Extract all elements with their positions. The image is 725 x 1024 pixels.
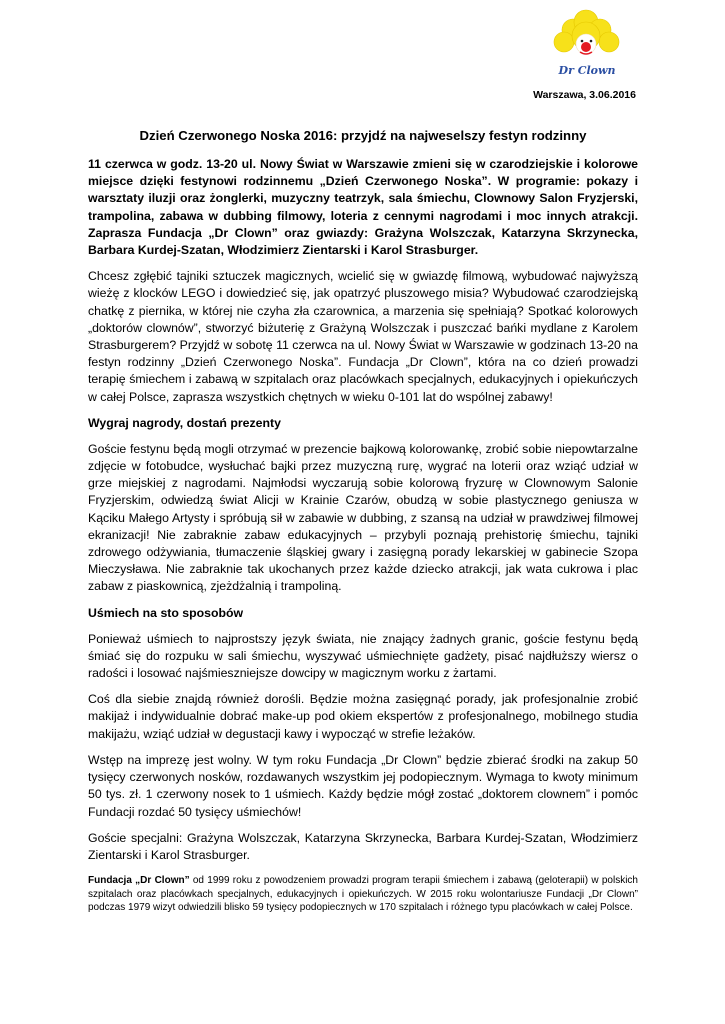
paragraph-invitation: Chcesz zgłębić tajniki sztuczek magicznych, wcielić się w gwiazdę filmową, wybudować najwyższą wieżę z klocków LEGO i dowiedzieć się, jak opatrzyć pluszowego misia? Wybudować czarodziejską chatkę z piernika, w której nie czyha zła czarownica, a marzenia się spełniają? Spotkać kolorowych „doktorów clownów”, stworzyć biżuterię z Grażyną Wolszczak i puszczać bańki mydlane z Karolem Strasburgerem? Przyjdź w sobotę 11 czerwca na ul. Nowy Świat w Warszawie w godzinach 13-20 na festyn rodzinny „Dzień Czerwonego Noska”. Fundacja „Dr Clown”, która na co dzień prowadzi terapię śmiechem i zabawą w szpitalach oraz placówkach specjalnych, edukacyjnych i opiekuńczych w całej Polsce, zaprasza wszystkich chętnych w wieku 0-101 lat do wspólnej zabawy!	[88, 269, 638, 404]
document-title: Dzień Czerwonego Noska 2016: przyjdź na najweselszy festyn rodzinny	[139, 128, 587, 143]
paragraph-adults: Coś dla siebie znajdą również dorośli. Będzie można zasięgnąć porady, jak profesjonalnie zrobić makijaż i indywidualnie dobrać make-up pod okiem ekspertów z profesjonalnego, mobilnego studia makijażu, wziąć udział w degustacji kawy i wypocząć w strefie leżaków.	[88, 692, 638, 741]
clown-face-icon	[546, 8, 628, 78]
logo-text: Dr Clown	[558, 64, 616, 77]
paragraph-guests: Goście specjalni: Grażyna Wolszczak, Katarzyna Skrzynecka, Barbara Kurdej-Szatan, Włodzimierz Zientarski i Karol Strasburger.	[88, 830, 638, 862]
paragraph-prizes: Goście festynu będą mogli otrzymać w prezencie bajkową kolorowankę, zrobić sobie niepowtarzalne zdjęcie w fotobudce, wysłuchać bajki przez muzyczną rurę, wygrać na loterii oraz wziąć udział w grze miejskiej z nagrodami. Najmłodsi wyczarują sobie kolorową fryzurę w Clownowym Salonie Fryzjerskim, odwiedzą świat Alicji w Krainie Czarów, obudzą w sobie plastycznego geniusza w Kąciku Małego Artysty i spróbują sił w zabawie w dubbing, z szansą na udział w prawdziwej filmowej ekranizacji! Nie zabraknie zabaw edukacyjnych – przybyli poznają prehistorię śmiechu, tajniki zdrowego odżywiania, tłumaczenie śląskiej gwary i zasięgną porady lekarskiej w gabinecie Szopa Mieczysława. Nie zabraknie tak ukochanych przez każde dziecko atrakcji, jak wata cukrowa i plac zabaw z piaskownicą, zjeżdżalnią i trampoliną.	[88, 441, 638, 594]
red-nose-icon	[581, 42, 591, 52]
document-body	[88, 128, 638, 915]
lead-paragraph: 11 czerwca w godz. 13-20 ul. Nowy Świat w Warszawie zmieni się w czarodziejskie i kolorowe miejsce dzięki festynowi rodzinnemu „Dzień Czerwonego Noska”. W programie: pokazy i warsztaty iluzji oraz żonglerki, muzyczny teatrzyk, sala śmiechu, Clownowy Salon Fryzjerski, trampolina, zabawa w dubbing filmowy, loteria z cennymi nagrodami i moc innych atrakcji. Zaprasza Fundacja „Dr Clown” oraz gwiazdy: Grażyna Wolszczak, Katarzyna Skrzynecka, Barbara Kurdej-Szatan, Włodzimierz Zientarski i Karol Strasburger.	[88, 157, 638, 258]
footer-text: od 1999 roku z powodzeniem prowadzi program terapii śmiechem i zabawą (geloterapii) w polskich szpitalach oraz placówkach specjalnych, edukacyjnych i opiekuńczych. W 2015 roku wolontariusze Fundacji „Dr Clown” podczas 1979 wizyt odwiedzili blisko 59 tysięcy podopiecznych w 170 szpitalach i różnego typu placówkach w całej Polsce.	[88, 875, 638, 914]
paragraph-entry: Wstęp na imprezę jest wolny. W tym roku Fundacja „Dr Clown” będzie zbierać środki na zakup 50 tysięcy czerwonych nosków, rozdawanych wszystkim jej podopiecznym. Wymaga to kwoty minimum 50 tys. zł. 1 czerwony nosek to 1 uśmiech. Każdy będzie mógł zostać „doktorem clownem” i pomóc Fundacji rozdać 50 tysięcy uśmiechów!	[88, 752, 638, 819]
document-date: Warszawa, 3.06.2016	[533, 89, 636, 101]
paragraph-smile: Ponieważ uśmiech to najprostszy język świata, nie znający żadnych granic, goście festynu będą śmiać się do rozpuku w sali śmiechu, wyszywać uśmiechnięte gadżety, pisać najdłuższy wiersz o radości i losować najśmieszniejsze dowcipy w magicznym worku z żartami.	[88, 631, 638, 681]
footer-foundation-name: Fundacja „Dr Clown”	[88, 875, 190, 887]
footer-note	[88, 874, 638, 915]
section-heading-prizes: Wygraj nagrody, dostań prezenty	[88, 415, 281, 430]
dr-clown-logo	[546, 8, 628, 78]
section-heading-smile: Uśmiech na sto sposobów	[88, 605, 244, 620]
